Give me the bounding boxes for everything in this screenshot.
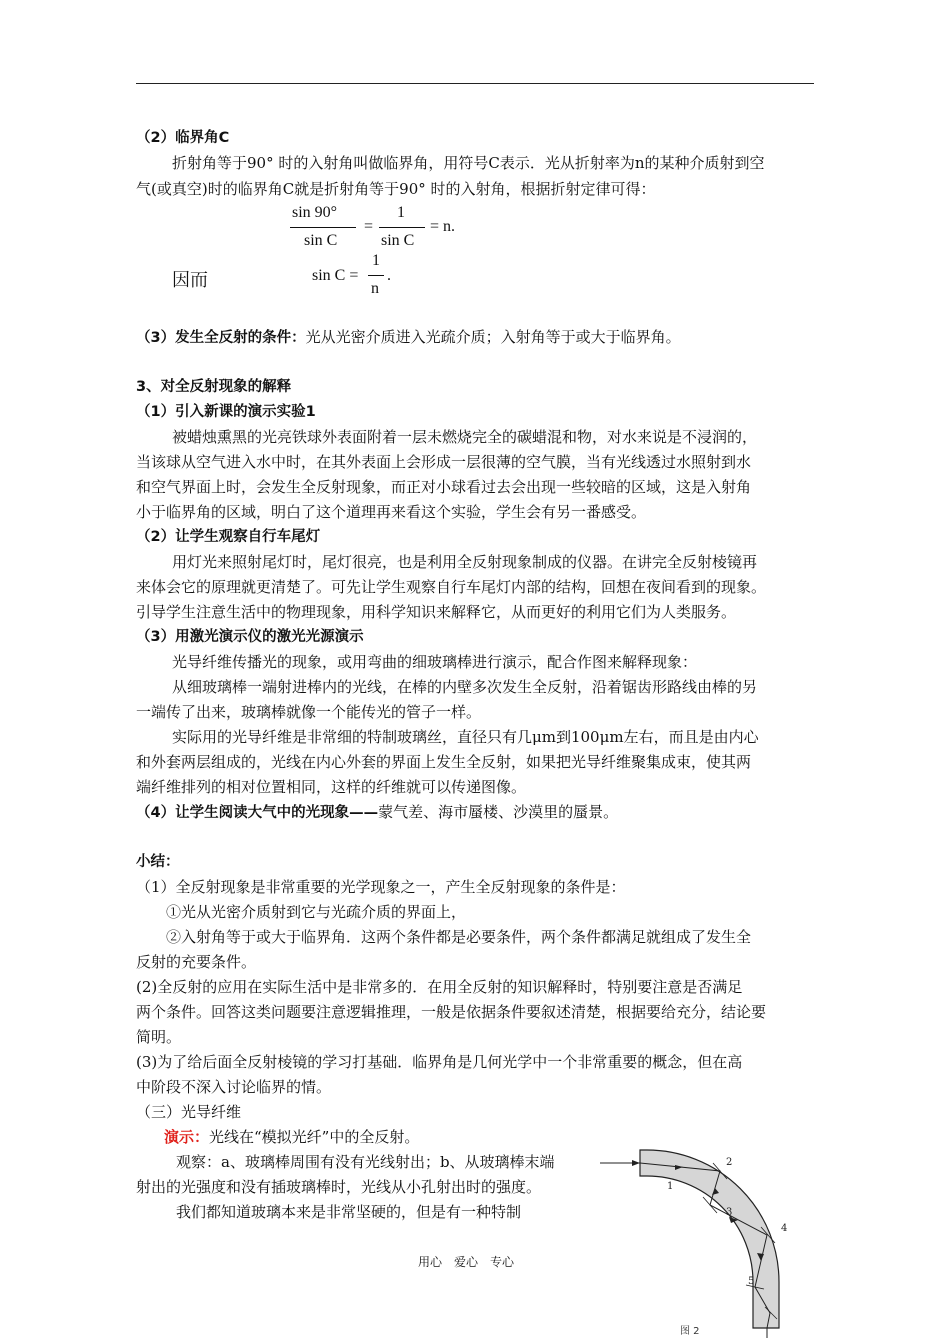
eq-therefore: 因而 [172,270,208,291]
paragraph-line: 当该球从空气进入水中时，在其外表面上会形成一层很薄的空气膜，当有光线透过水照射到水 [136,453,752,471]
eq-denominator: sin C [304,232,338,249]
fiber-rod-diagram [595,1135,805,1340]
observe-line: 观察：a、玻璃棒周围有没有光线射出；b、从玻璃棒末端 [176,1153,555,1171]
paragraph-line: 和外套两层组成的，光线在内心外套的界面上发生全反射，如果把光导纤维聚集成束，使其两 [136,753,752,771]
paragraph-line: 和空气界面上时，会发生全反射现象，而正对小球看过去会出现一些较暗的区域，这是入射角 [136,478,752,496]
subsection-title: （2）让学生观察自行车尾灯 [136,529,321,545]
figure-label: 2 [726,1157,733,1168]
eq-numerator: 1 [397,204,405,221]
observe-line: 射出的光强度和没有插玻璃棒时，光线从小孔射出时的强度。 [136,1178,542,1196]
fraction-bar [368,275,384,276]
paragraph-line: 气(或真空)时的临界角C就是折射角等于90° 时的入射角，根据折射定律可得： [136,180,656,198]
paragraph-line: 引导学生注意生活中的物理现象，用科学知识来解释它，从而更好的利用它们为人类服务。 [136,603,737,621]
summary-line: 反射的充要条件。 [136,953,257,971]
subsection-title: （1）引入新课的演示实验1 [136,404,316,420]
glass-rod [640,1150,779,1328]
fraction-bar [290,227,356,228]
paragraph-line: 来体会它的原理就更清楚了。可先让学生观察自行车尾灯内部的结构，回想在夜间看到的现象。 [136,578,767,596]
observe-line: 我们都知道玻璃本来是非常坚硬的，但是有一种特制 [176,1203,522,1221]
summary-line: ②入射角等于或大于临界角．这两个条件都是必要条件，两个条件都满足就组成了发生全 [166,928,752,946]
demo-text: 光线在“模拟光纤”中的全反射。 [209,1128,420,1146]
eq-numerator: 1 [372,252,380,269]
fiber-section-title: （三）光导纤维 [136,1103,242,1121]
demo-label: 演示： [164,1128,210,1146]
subsection-title: （3）用激光演示仪的激光光源演示 [136,629,364,645]
condition-line [136,327,681,348]
summary-line: (2)全反射的应用在实际生活中是非常多的．在用全反射的知识解释时，特别要注意是否满足 [136,978,743,996]
eq-lhs: sin C = [312,267,359,284]
condition-text: 光从光密介质进入光疏介质；入射角等于或大于临界角。 [305,328,681,346]
eq-tail: = n. [430,218,456,235]
summary-title: 小结： [136,854,180,870]
summary-line: 两个条件。回答这类问题要注意逻辑推理，一般是依据条件要叙述清楚，根据要给充分，结论要 [136,1003,767,1021]
section-title-critical-angle: （2）临界角C [136,130,230,146]
heading-3: 3、对全反射现象的解释 [136,379,292,395]
paragraph-line: 折射角等于90° 时的入射角叫做临界角，用符号C表示．光从折射率为n的某种介质射到空 [172,154,765,172]
paragraph-line: 光导纤维传播光的现象，或用弯曲的细玻璃棒进行演示，配合作图来解释现象： [172,653,698,671]
demo-line [164,1127,419,1147]
eq-numerator: sin 90° [292,204,338,221]
summary-line: (3)为了给后面全反射棱镜的学习打基础．临界角是几何光学中一个非常重要的概念，但在高 [136,1053,743,1071]
eq-denominator: sin C [381,232,415,249]
figure-label: 4 [781,1223,788,1234]
figure-caption: 图 2 [680,1326,700,1337]
paragraph-line: 实际用的光导纤维是非常细的特制玻璃丝，直径只有几μm到100μm左右，而且是由内心 [172,728,759,746]
paragraph-line: 被蜡烛熏黑的光亮铁球外表面附着一层未燃烧完全的碳蜡混和物，对水来说是不浸润的， [172,428,758,446]
atmosphere-text: 蒙气差、海市蜃楼、沙漠里的蜃景。 [378,803,619,821]
summary-line: 中阶段不深入讨论临界的情。 [136,1078,332,1096]
paragraph-line: 一端传了出来，玻璃棒就像一个能传光的管子一样。 [136,703,482,721]
summary-line: （1）全反射现象是非常重要的光学现象之一，产生全反射现象的条件是： [136,878,626,896]
paragraph-line: 端纤维排列的相对位置相同，这样的纤维就可以传递图像。 [136,778,527,796]
summary-line: ①光从光密介质射到它与光疏介质的界面上， [166,903,467,921]
eq-equals: = [364,218,374,235]
paragraph-line: 用灯光来照射尾灯时，尾灯很亮，也是利用全反射现象制成的仪器。在讲完全反射棱镜再 [172,553,758,571]
header-rule [136,83,814,84]
condition-label: （3）发生全反射的条件： [136,330,306,346]
summary-line: 简明。 [136,1028,182,1046]
figure-label: 5 [748,1276,755,1287]
atmosphere-label: （4）让学生阅读大气中的光现象—— [136,805,379,821]
paragraph-line: 小于临界角的区域，明白了这个道理再来看这个实验，学生会有另一番感受。 [136,503,647,521]
ray-arrow [632,1160,640,1166]
atmosphere-line [136,802,618,823]
paragraph-line: 从细玻璃棒一端射进棒内的光线，在棒的内壁多次发生全反射，沿着锯齿形路线由棒的另 [172,678,758,696]
figure-label: 3 [726,1207,733,1218]
figure-label: 1 [667,1181,674,1192]
page-footer: 用心 爱心 专心 [418,1255,515,1269]
fraction-bar [379,227,425,228]
eq-dot: . [387,267,391,284]
eq-denominator: n [371,280,379,297]
